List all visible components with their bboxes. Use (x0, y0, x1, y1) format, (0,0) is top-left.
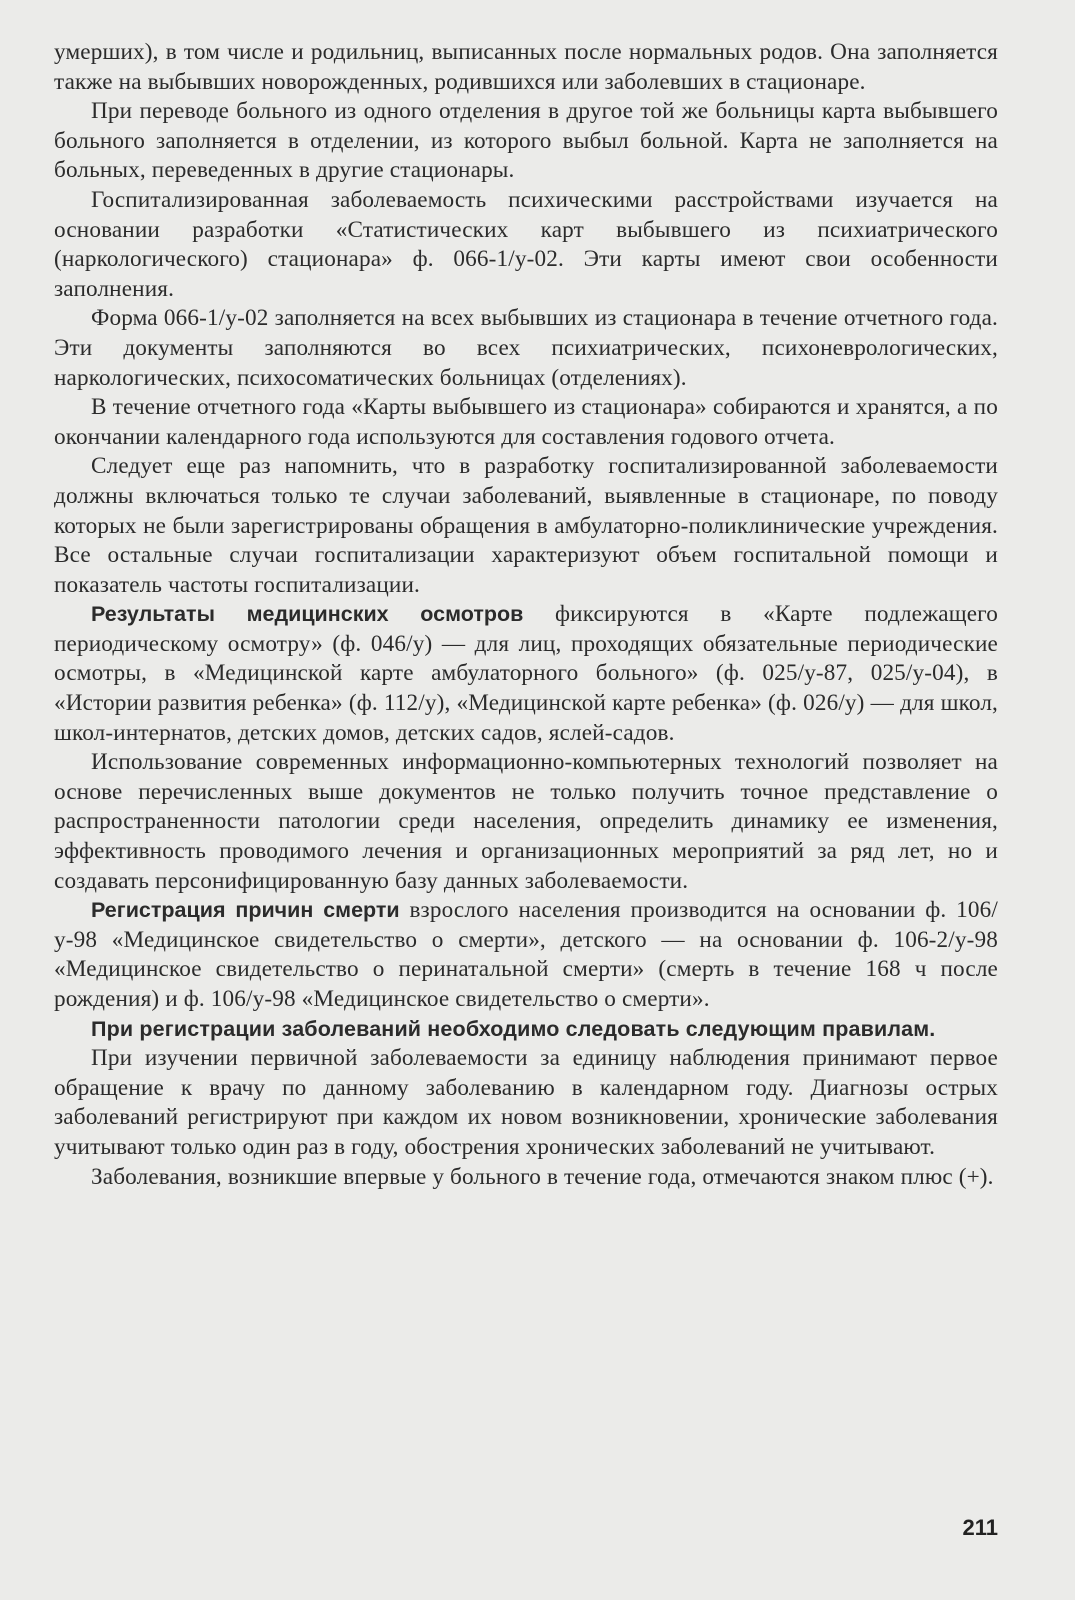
paragraph-7 (54, 600, 998, 748)
medical-exams-text: фиксируются в «Карте подлежащего периодическому осмотру» (ф. 046/у) — для лиц, проходящих обязательные периодические осмотры, в «Медицинской карте амбулаторного больного» (ф. 025/у-87, 025/у-04), в «Истории развития ребенка» (ф. 112/у), «Медицинской карте ребенка» (ф. 026/у) — для школ, школ-интернатов, детских домов, детских садов, яслей-садов. (54, 601, 998, 746)
body-text (54, 38, 998, 1192)
paragraph-1: умерших), в том числе и родильниц, выписанных после нормальных родов. Она заполняется также на выбывших новорожденных, родившихся или заболевших в стационаре. (54, 39, 998, 95)
death-registration-term: Регистрация причин смерти (91, 898, 400, 923)
death-registration-text: взрослого населения производится на основании ф. 106/у-98 «Медицинское свидетельство о смерти», детского — на основании ф. 106-2/у-98 «Медицинское свидетельство о перинатальной смерти» (смерть в течение 168 ч после рождения) и ф. 106/у-98 «Медицинское свидетельство о смерти». (54, 897, 999, 1012)
medical-exams-term: Результаты медицинских осмотров (91, 602, 524, 627)
paragraph-10: При изучении первичной заболеваемости за единицу наблюдения принимают первое обращение к врачу по данному заболеванию в календарном году. Диагнозы острых заболеваний регистрируют при каждом их новом возникновении, хронические заболевания учитывают только один раз в году, обострения хронических заболеваний не учитывают. (54, 1045, 998, 1160)
paragraph-9 (54, 896, 998, 1014)
page-number: 211 (962, 1515, 998, 1540)
paragraph-8: Использование современных информационно-компьютерных технологий позволяет на основе перечисленных выше документов не только получить точное представление о распространенности патологии среди населения, определить динамику ее изменения, эффективность проводимого лечения и организационных мероприятий за ряд лет, но и создавать персонифицированную базу данных заболеваемости. (54, 749, 998, 894)
paragraph-11: Заболевания, возникшие впервые у больного в течение года, отмечаются знаком плюс (+). (91, 1163, 994, 1190)
paragraph-3: Госпитализированная заболеваемость психическими расстройствами изучается на основании разработки «Статистических карт выбывшего из психиатрического (наркологического) стационара» ф. 066-1/у-02. Эти карты имеют свои особенности заполнения. (54, 186, 998, 302)
paragraph-4: Форма 066-1/у-02 заполняется на всех выбывших из стационара в течение отчетного года. Эти документы заполняются во всех психиатрических, психоневрологических, наркологических, психосоматических больницах (отделениях). (54, 305, 998, 391)
rules-heading: При регистрации заболеваний необходимо следовать следующим правилам. (91, 1016, 936, 1041)
paragraph-5: В течение отчетного года «Карты выбывшего из стационара» собираются и хранятся, а по окончании календарного года используются для составления годового отчета. (54, 394, 998, 450)
paragraph-2: При переводе больного из одного отделения в другое той же больницы карта выбывшего больного заполняется в отделении, из которого выбыл больной. Карта не заполняется на больных, переведенных в другие стационары. (54, 98, 998, 184)
paragraph-6: Следует еще раз напомнить, что в разработку госпитализированной заболеваемости должны включаться только те случаи заболеваний, выявленные в стационаре, по поводу которых не были зарегистрированы обращения в амбулаторно-поликлинические учреждения. Все остальные случаи госпитализации характеризуют объем госпитальной помощи и показатель частоты госпитализации. (54, 453, 998, 598)
